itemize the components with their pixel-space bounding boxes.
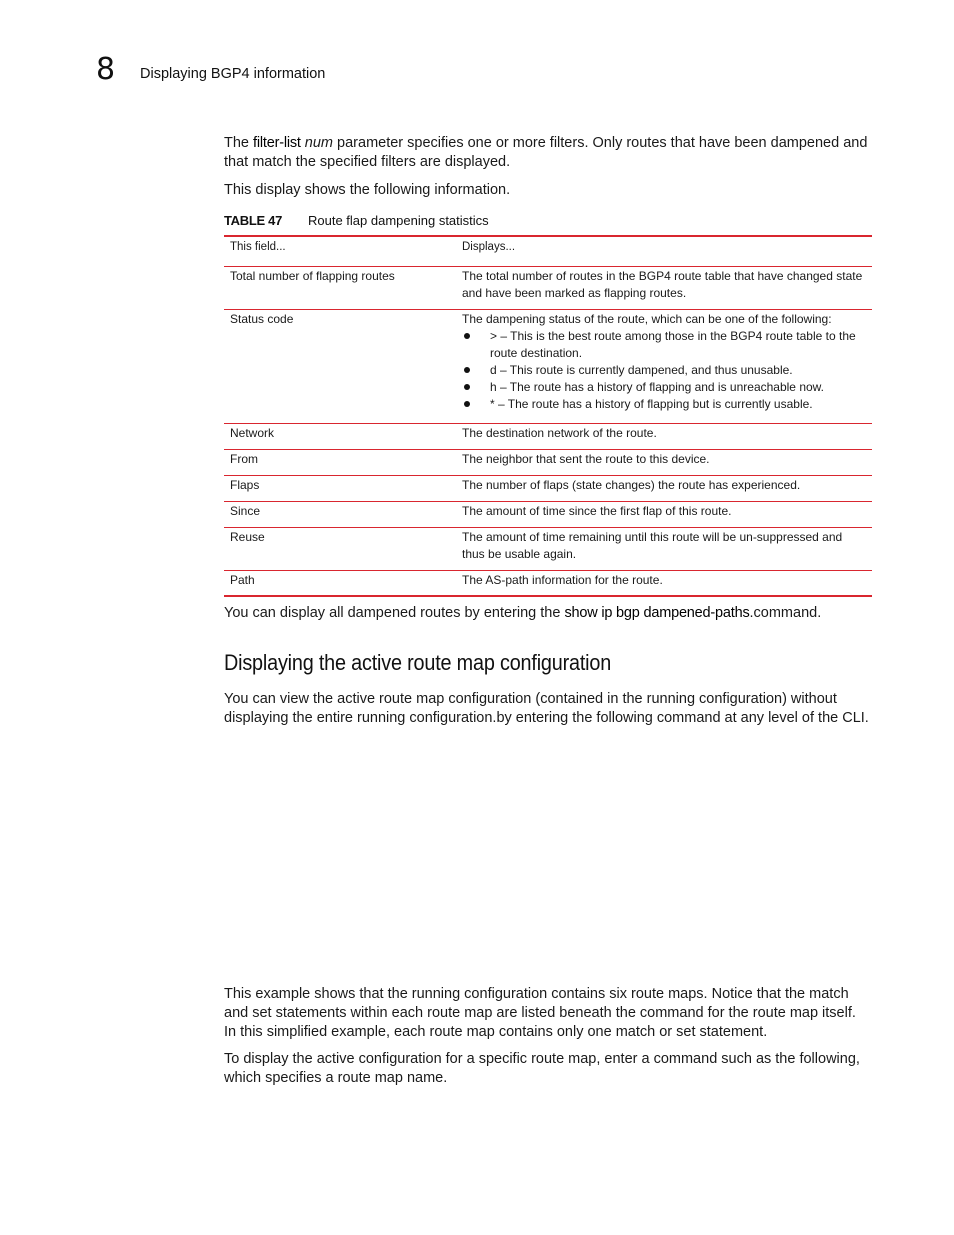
displays-cell: The AS-path information for the route. xyxy=(462,573,663,587)
displays-cell: The destination network of the route. xyxy=(462,426,657,440)
bullet-icon xyxy=(464,367,470,373)
specific-route-map-paragraph: To display the active configuration for a specific route map, enter a command such as the following, which specifies a route map name. xyxy=(224,1051,860,1086)
bullet-text: h – The route has a history of flapping and is unreachable now. xyxy=(490,380,825,394)
status-code-list xyxy=(462,328,866,413)
field-cell: Total number of flapping routes xyxy=(230,269,395,283)
field-cell: Reuse xyxy=(230,530,265,544)
field-cell: Network xyxy=(230,426,275,440)
chapter-number: 8 xyxy=(96,52,116,87)
table-name: Route flap dampening statistics xyxy=(308,213,489,228)
status-code-intro: The dampening status of the route, which can be one of the following: xyxy=(462,312,832,326)
displays-cell xyxy=(456,310,872,423)
table-caption xyxy=(224,212,489,230)
p1-prefix: The xyxy=(224,135,254,151)
bullet-text: d – This route is currently dampened, and thus unusable. xyxy=(490,363,793,377)
table-row xyxy=(224,501,872,527)
column-header-field: This field... xyxy=(230,241,286,253)
section-heading: Displaying the active route map configuration xyxy=(224,650,612,675)
field-cell: From xyxy=(230,452,258,466)
list-item xyxy=(462,379,866,396)
table-row xyxy=(224,309,872,423)
num-parameter: num xyxy=(304,135,334,151)
bullet-icon xyxy=(464,384,470,390)
table-row xyxy=(224,266,872,309)
list-item xyxy=(462,328,866,362)
table-row xyxy=(224,423,872,449)
filter-list-keyword: filter-list xyxy=(253,135,301,151)
field-cell: Status code xyxy=(230,312,294,326)
column-header-displays: Displays... xyxy=(462,241,516,253)
field-cell: Since xyxy=(230,504,261,518)
list-item xyxy=(462,362,866,379)
displays-cell: The number of flaps (state changes) the route has experienced. xyxy=(462,478,801,492)
p3-prefix: You can display all dampened routes by entering the xyxy=(224,605,565,621)
bullet-icon xyxy=(464,333,470,339)
table-header-row xyxy=(224,237,872,266)
dampened-paths-command: show ip bgp dampened-paths xyxy=(564,605,750,621)
table-row xyxy=(224,475,872,501)
route-flap-dampening-table xyxy=(224,235,872,597)
field-cell: Path xyxy=(230,573,255,587)
bullet-text: * – The route has a history of flapping but is currently usable. xyxy=(490,397,813,411)
list-item xyxy=(462,396,866,413)
table-label: TABLE 47 xyxy=(224,213,283,228)
displays-cell: The total number of routes in the BGP4 route table that have changed state and have been marked as flapping routes. xyxy=(462,269,863,300)
chapter-title: Displaying BGP4 information xyxy=(140,66,326,82)
table-row xyxy=(224,570,872,595)
display-info-paragraph: This display shows the following information. xyxy=(224,182,511,198)
field-cell: Flaps xyxy=(230,478,260,492)
filter-list-paragraph xyxy=(224,134,872,172)
displays-cell: The amount of time since the first flap of this route. xyxy=(462,504,732,518)
example-explanation-paragraph: This example shows that the running configuration contains six route maps. Notice that the match and set statements within each route map are listed beneath the command for the route map itself. In this simplified example, each route map contains only one match or set statement. xyxy=(224,986,856,1040)
table-row xyxy=(224,527,872,570)
displays-cell: The amount of time remaining until this route will be un-suppressed and thus be usable again. xyxy=(462,530,843,561)
p1-rest: parameter specifies one or more filters. Only routes that have been dampened and that match the specified filters are displayed. xyxy=(224,135,868,170)
p3-suffix: .command. xyxy=(749,605,822,621)
table-row xyxy=(224,449,872,475)
section-intro-paragraph: You can view the active route map configuration (contained in the running configuration) without displaying the entire running configuration.by entering the following command at any level of the CLI. xyxy=(224,691,869,726)
bullet-text: > – This is the best route among those in the BGP4 route table to the route destination. xyxy=(490,329,856,360)
bullet-icon xyxy=(464,401,470,407)
dampened-paths-paragraph xyxy=(224,604,872,623)
displays-cell: The neighbor that sent the route to this device. xyxy=(462,452,710,466)
